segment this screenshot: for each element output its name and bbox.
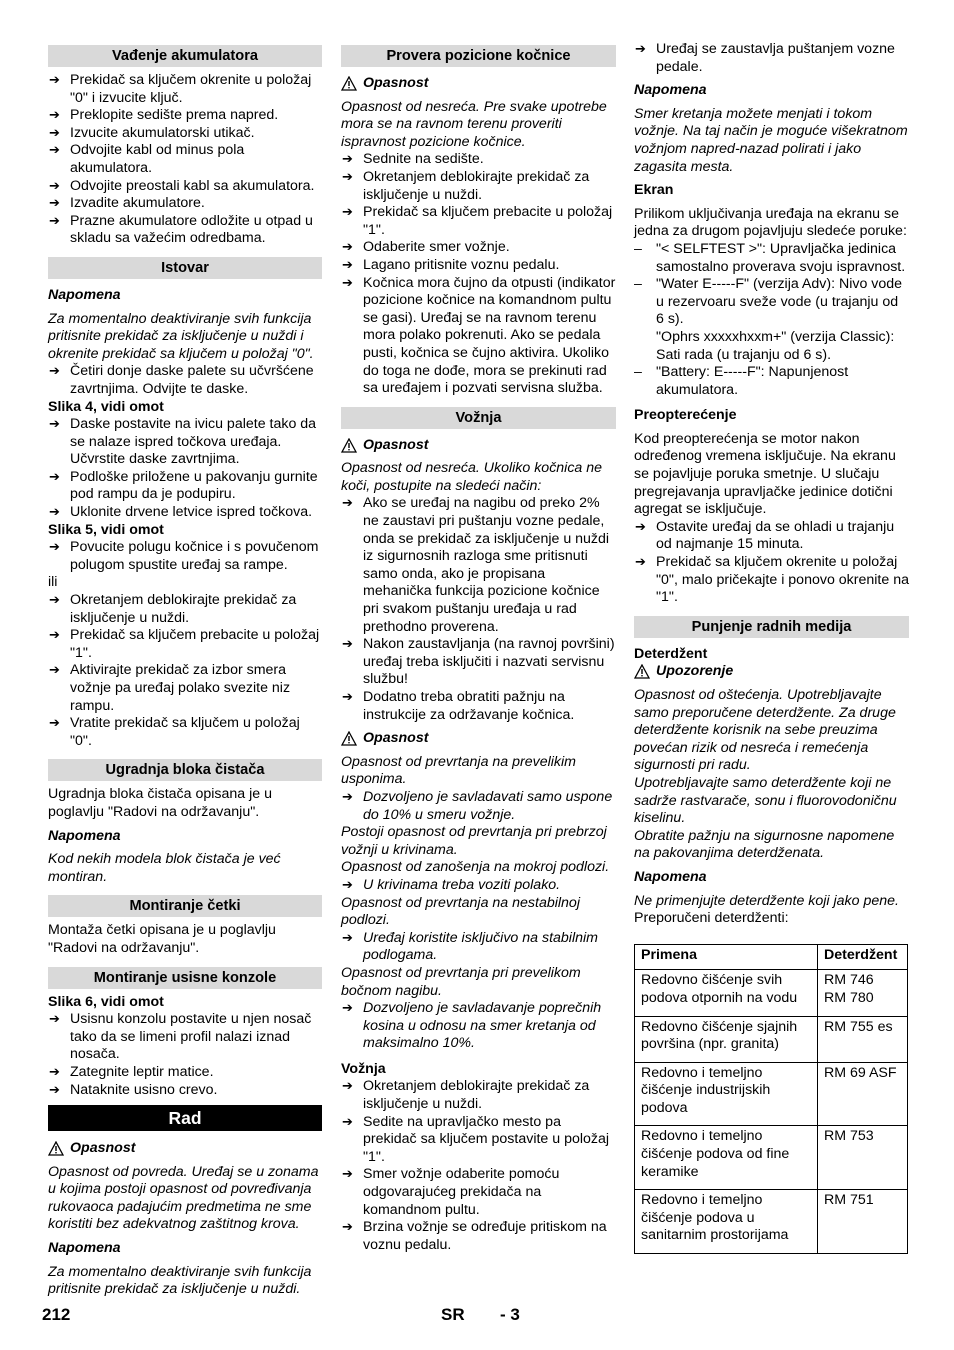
subheading-driving: Vožnja	[341, 1060, 386, 1077]
note-text: Smer kretanja možete menjati i tokom vožnje. Na taj način je moguće višekratnom vožnjom napred-nazad polirati i jako zagasita mesta.	[634, 105, 908, 175]
warning-triangle-icon	[341, 731, 357, 746]
note-title: Napomena	[48, 1240, 121, 1257]
language-code: SR	[441, 1305, 465, 1324]
table-cell: Redovno i temeljno čišćenje podova u sanitarnim prostorijama	[635, 1190, 818, 1254]
note-text: Za momentalno deaktiviranje svih funkcija pritisnite prekidač za isključenje u nuždi i okrenite prekidač sa ključem u položaj "0".	[48, 310, 314, 362]
dash-item: – "Water E-----F" (verzija Adv): Nivo vode u rezervoaru sveže vode (u trajanju od 6 s).	[634, 276, 909, 329]
column-3	[634, 41, 909, 1254]
list-item: ➔ U krivinama treba voziti polako.	[341, 877, 616, 895]
table-cell: Redovno čišćenje svih podova otpornih na vodu	[635, 970, 818, 1016]
note-title: Napomena	[634, 82, 707, 99]
list-item: ➔ Preklopite sedište prema napred.	[48, 107, 322, 125]
warning-text: Opasnost od povreda. Uređaj se u zonama u kojima postoji opasnost od povređivanja rukovaoca padajućim predmetima ne sme koristiti bez adekvatnog zaštitnog krova.	[48, 1163, 319, 1233]
paragraph: Montaža četki opisana je u poglavlju "Radovi na održavanju".	[48, 922, 276, 956]
table-cell: RM 751	[818, 1190, 908, 1254]
table-row	[635, 1016, 908, 1062]
list-item: ➔ Nataknite usisno crevo.	[48, 1082, 322, 1100]
chapter-heading-operation: Rad	[48, 1105, 322, 1131]
table-row	[635, 1062, 908, 1126]
list-item: ➔ Dodatno treba obratiti pažnju na instrukcije za održavanje kočnica.	[341, 689, 616, 724]
list-item: ➔ Okretanjem deblokirajte prekidač za isključenje u nuždi.	[341, 1078, 616, 1113]
paragraph: Preporučeni deterdženti:	[634, 910, 789, 927]
warning-text: Opasnost od oštećenja. Upotrebljavajte samo preporučene deterdžente. Za druge deterdžente korisnik na sebe preuzima povećan rizik od nesreća i remećenja sigurnosti pri radu.	[634, 687, 896, 774]
list-item: ➔ Izvucite akumulatorski utikač.	[48, 125, 322, 143]
list-item: ➔ Odvojite preostali kabl sa akumulatora.	[48, 178, 322, 196]
warning-title-text: Opasnost	[363, 75, 429, 91]
list-item: ➔ Vratite prekidač sa ključem u položaj "0".	[48, 715, 322, 750]
warning-triangle-icon	[341, 438, 357, 453]
section-heading-battery-removal: Vađenje akumulatora	[48, 45, 322, 67]
note-text: Ne primenjujte deterdžente koji jako pene.	[634, 892, 899, 909]
list-item: ➔ Izvadite akumulatore.	[48, 195, 322, 213]
figure-reference: Slika 5, vidi omot	[48, 521, 164, 538]
list-item: ➔ Četiri donje daske palete su učvršćene zavrtnjima. Odvijte te daske.	[48, 363, 322, 398]
paragraph: Kod preopterećenja se motor nakon određenog vremena isključuje. Na ekranu se pojavljuje poruka smetnje. U slučaju pregrejavanja upravljačke jedinice dotični agregat se isključuje.	[634, 430, 896, 518]
warning-title-text: Upozorenje	[656, 663, 734, 680]
table-header-cell: Primena	[635, 944, 818, 970]
note-title: Napomena	[48, 286, 121, 303]
list-item: ➔ Daske postavite na ivicu palete tako da se nalaze ispred točkova uređaja. Učvrstite daske zavrtnjima.	[48, 416, 322, 469]
list-item: ➔ Ako se uređaj na nagibu od preko 2% ne zaustavi pri puštanju vozne pedale, onda se prekidač za isključenje u nuždi iz sigurnosnih razloga sme pritisnuti samo onda, ako je propisana mehanička funkcija pozicione kočnice pri svakom puštanju uređaja u rad prethodno proverena.	[341, 495, 616, 636]
list-item: ➔ Prekidač sa ključem prebacite u položaj "1".	[48, 627, 322, 662]
note-text: Za momentalno deaktiviranje svih funkcija pritisnite prekidač za isključenje u nuždi.	[48, 1263, 312, 1298]
list-item: ➔ Uklonite drvene letvice ispred točkova.	[48, 504, 322, 522]
table-cell: Redovno čišćenje sjajnih površina (npr. granita)	[635, 1016, 818, 1062]
list-item: ➔ Prekidač sa ključem okrenite u položaj "0" i izvucite ključ.	[48, 72, 322, 107]
warning-text: Obratite pažnju na sigurnosne napomene na pakovanjima deterdženata.	[634, 827, 895, 862]
figure-reference: Slika 6, vidi omot	[48, 993, 164, 1010]
dash-item: – "< SELFTEST >": Upravljačka jedinica samostalno proverava svoju ispravnost.	[634, 241, 909, 276]
warning-triangle-icon	[634, 664, 650, 679]
list-item: ➔ Smer vožnje odaberite pomoću odgovarajućeg prekidača na komandnom pultu.	[341, 1166, 616, 1219]
paragraph: Ugradnja bloka čistača opisana je u poglavlju "Radovi na održavanju".	[48, 786, 272, 820]
warning-title-text: Opasnost	[70, 1140, 136, 1157]
section-heading-cleaner-block: Ugradnja bloka čistača	[48, 759, 322, 781]
warning-text: Upotrebljavajte samo deterdžente koji ne sadrže rastvarače, sonu i fluorovodoničnu kiselinu.	[634, 774, 897, 827]
detergent-table	[634, 944, 908, 1254]
list-item: ➔ Okretanjem deblokirajte prekidač za isključenje u nuždi.	[341, 169, 616, 204]
warning-text: Postoji opasnost od prevrtanja pri prebrzoj vožnji u krivinama.	[341, 824, 607, 858]
or-text: ili	[48, 574, 58, 591]
section-heading-brake-check: Provera pozicione kočnice	[341, 45, 616, 67]
warning-text: Opasnost od prevrtanja pri prevelikom bočnom nagibu.	[341, 964, 581, 999]
table-cell: RM 69 ASF	[818, 1062, 908, 1126]
subheading-display: Ekran	[634, 182, 674, 199]
warning-text: Opasnost od prevrtanja na prevelikim usponima.	[341, 753, 577, 788]
list-item: ➔ Aktivirajte prekidač za izbor smera vožnje pa uređaj polako svezite niz rampu.	[48, 662, 322, 715]
sub-page-number: - 3	[500, 1305, 520, 1324]
list-item: ➔ Nakon zaustavljanja (na ravnoj površini) uređaj treba isključiti i nazvati servisnu službu!	[341, 636, 616, 689]
list-item: ➔ Dozvoljeno je savladavati samo uspone do 10% u smeru vožnje.	[341, 789, 616, 824]
list-item: ➔ Prekidač sa ključem okrenite u položaj "0", malo pričekajte i ponovo okrenite na "1".	[634, 554, 909, 607]
list-item: ➔ Ostavite uređaj da se ohladi u trajanju od najmanje 15 minuta.	[634, 519, 909, 554]
table-header-cell: Deterdžent	[818, 944, 908, 970]
note-title: Napomena	[634, 868, 707, 885]
list-item: ➔ Prazne akumulatore odložite u otpad u skladu sa važećim odredbama.	[48, 213, 322, 248]
subheading-overload: Preopterećenje	[634, 407, 737, 424]
list-item: ➔ Usisnu konzolu postavite u njen nosač tako da se limeni profil nalazi iznad nosača.	[48, 1011, 322, 1064]
list-item: ➔ Dozvoljeno je savladavanje poprečnih kosina u odnosu na smer kretanja od maksimalno 10%.	[341, 1000, 616, 1053]
section-heading-brushes: Montiranje četki	[48, 895, 322, 917]
dash-item-continuation: "Ophrs xxxxxhxxm+" (verzija Classic): Sati rada (u trajanju od 6 s).	[656, 328, 895, 363]
list-item: ➔ Okretanjem deblokirajte prekidač za isključenje u nuždi.	[48, 592, 322, 627]
dash-item: – "Battery: E-----F": Napunjenost akumulatora.	[634, 364, 909, 399]
table-cell: RM 755 es	[818, 1016, 908, 1062]
warning-title	[634, 663, 909, 681]
column-2	[341, 45, 616, 1254]
paragraph: Prilikom uključivanja uređaja na ekranu se jedna za drugom pojavljuju sledeće poruke:	[634, 205, 907, 240]
table-row	[635, 1190, 908, 1254]
warning-triangle-icon	[48, 1141, 64, 1156]
table-cell: Redovno i temeljno čišćenje podova od fine keramike	[635, 1126, 818, 1190]
list-item: ➔ Uređaj se zaustavlja puštanjem vozne pedale.	[634, 41, 909, 76]
warning-text: Opasnost od nesreća. Pre svake upotrebe mora se na ravnom terenu proveriti ispravnost pozicione kočnice.	[341, 98, 607, 150]
note-title: Napomena	[48, 827, 121, 844]
warning-title-text: Opasnost	[363, 436, 429, 453]
warning-triangle-icon	[341, 76, 357, 91]
section-heading-suction-console: Montiranje usisne konzole	[48, 967, 322, 989]
warning-text: Opasnost od zanošenja na mokroj podlozi.	[341, 859, 610, 876]
list-item: ➔ Podloške priložene u pakovanju gurnite pod rampu da je podupiru.	[48, 469, 322, 504]
page-number: 212	[42, 1305, 71, 1324]
warning-title	[48, 1140, 322, 1158]
table-cell: Redovno i temeljno čišćenje industrijskih podova	[635, 1062, 818, 1126]
warning-text: Opasnost od nesreća. Ukoliko kočnica ne koči, postupite na sledeći način:	[341, 460, 603, 494]
section-heading-driving: Vožnja	[341, 407, 616, 429]
note-text: Kod nekih modela blok čistača je već montiran.	[48, 851, 281, 885]
figure-reference: Slika 4, vidi omot	[48, 398, 164, 415]
list-item: ➔ Lagano pritisnite voznu pedalu.	[341, 257, 616, 275]
list-item: ➔ Prekidač sa ključem prebacite u položaj "1".	[341, 204, 616, 239]
section-heading-filling: Punjenje radnih medija	[634, 616, 909, 638]
table-row	[635, 970, 908, 1016]
warning-title	[341, 75, 616, 93]
warning-text: Opasnost od prevrtanja na nestabilnoj podlozi.	[341, 894, 580, 929]
warning-title	[341, 437, 616, 455]
warning-title	[341, 730, 616, 748]
subheading-detergent: Deterdžent	[634, 645, 708, 662]
list-item: ➔ Sednite na sedište.	[341, 151, 616, 169]
warning-title-text: Opasnost	[363, 730, 429, 747]
list-item: ➔ Uređaj koristite isključivo na stabilnim podlogama.	[341, 930, 616, 965]
list-item: ➔ Kočnica mora čujno da otpusti (indikator pozicione kočnice na komandnom pultu se gasi). Uređaj se na ravnom terenu mora polako pokrenuti. Ako se pedala pusti, kočnica se čujno aktivira. Ukoliko do toga ne dođe, mora se prekinuti rad sa uređajem i pozvati servisna služba.	[341, 275, 616, 398]
list-item: ➔ Brzina vožnje se određuje pritiskom na voznu pedalu.	[341, 1219, 616, 1254]
column-1	[48, 45, 322, 1299]
section-heading-unloading: Istovar	[48, 257, 322, 279]
table-header-row	[635, 944, 908, 970]
list-item: ➔ Povucite polugu kočnice i s povučenom polugom spustite uređaj sa rampe.	[48, 539, 322, 574]
table-cell: RM 753	[818, 1126, 908, 1190]
list-item: ➔ Zategnite leptir matice.	[48, 1064, 322, 1082]
list-item: ➔ Odaberite smer vožnje.	[341, 239, 616, 257]
list-item: ➔ Odvojite kabl od minus pola akumulatora.	[48, 142, 322, 177]
table-cell: RM 746 RM 780	[818, 970, 908, 1016]
list-item: ➔ Sedite na upravljačko mesto pa prekidač sa ključem postavite u položaj "1".	[341, 1114, 616, 1167]
table-row	[635, 1126, 908, 1190]
